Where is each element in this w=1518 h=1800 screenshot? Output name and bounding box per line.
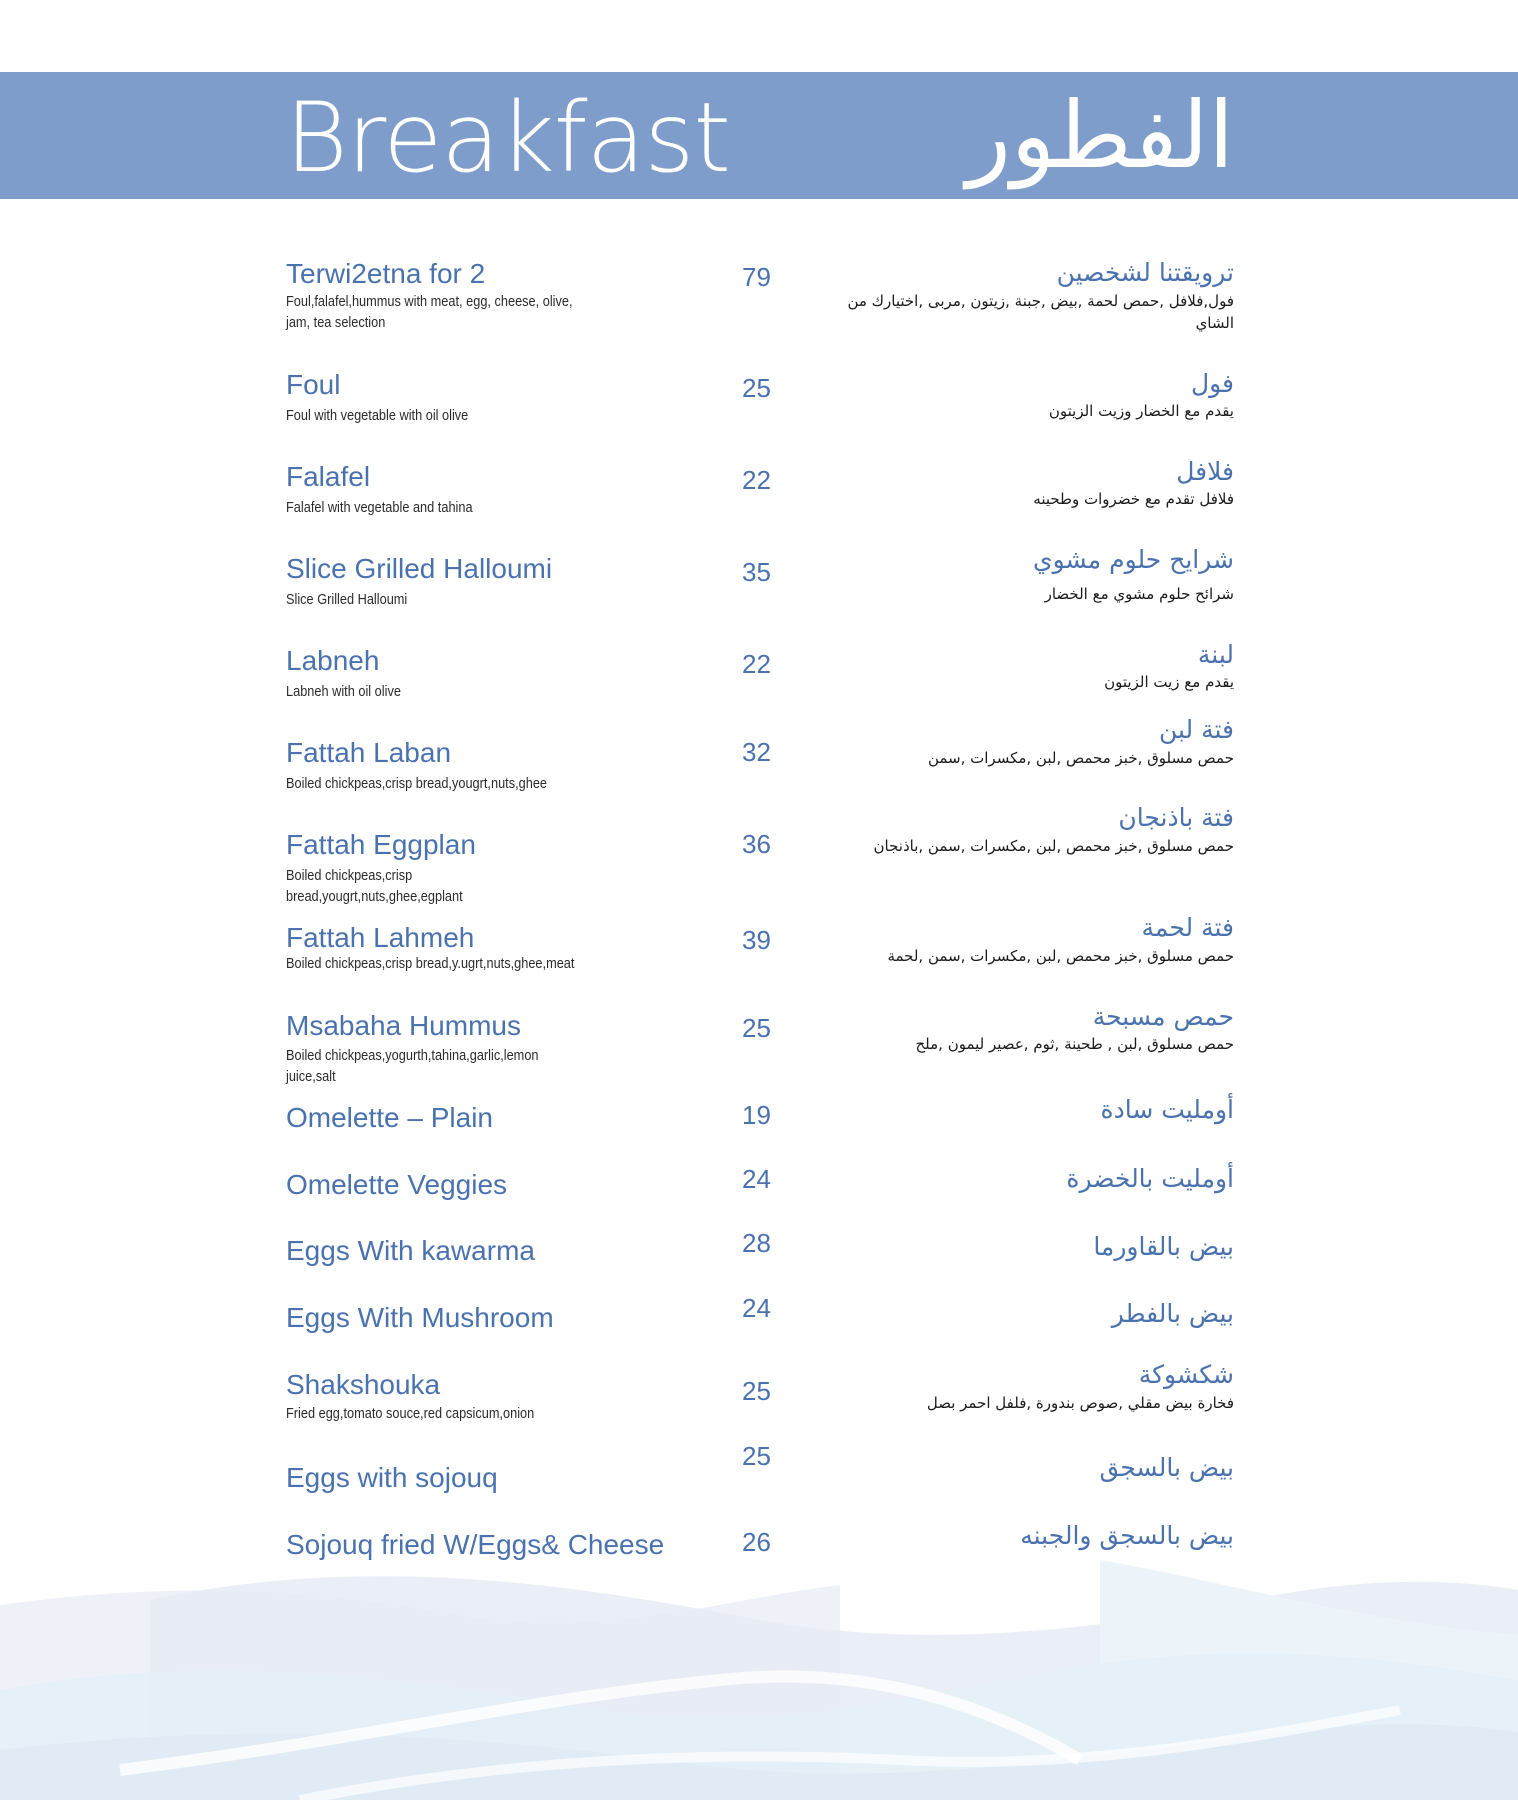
item-name-ar: فول bbox=[1190, 369, 1234, 398]
item-name-en: Fattah Laban bbox=[286, 737, 452, 768]
item-desc-en: Falafel with vegetable and tahina bbox=[286, 500, 473, 516]
header-banner bbox=[0, 72, 1518, 199]
item-price: 25 bbox=[742, 1376, 771, 1406]
item-desc-ar: شرائح حلوم مشوي مع الخضار bbox=[1044, 585, 1234, 603]
item-name-ar: بيض بالفطر bbox=[1111, 1299, 1234, 1328]
item-name-en: Foul bbox=[286, 369, 341, 400]
item-price: 25 bbox=[742, 373, 771, 403]
menu-title-english: Breakfast bbox=[285, 82, 730, 194]
item-price: 36 bbox=[742, 829, 771, 859]
item-name-ar: شكشوكة bbox=[1138, 1360, 1234, 1389]
item-name-en: Falafel bbox=[286, 461, 371, 492]
item-name-en: Omelette Veggies bbox=[286, 1169, 508, 1200]
item-name-ar: أومليت بالخضرة bbox=[1066, 1164, 1234, 1193]
item-desc-ar: يقدم مع زيت الزيتون bbox=[1104, 673, 1234, 691]
item-desc-ar: فخارة بيض مقلي ,صوص بندورة ,فلفل احمر بصل bbox=[926, 1394, 1234, 1412]
item-price: 25 bbox=[742, 1441, 771, 1471]
item-name-en: Eggs With kawarma bbox=[286, 1235, 535, 1266]
item-name-en: Terwi2etna for 2 bbox=[286, 258, 486, 289]
item-price: 25 bbox=[742, 1013, 771, 1043]
item-name-en: Msabaha Hummus bbox=[286, 1010, 521, 1041]
item-name-ar: فلافل bbox=[1176, 457, 1234, 486]
item-desc-en: Boiled chickpeas,crisp bread,yougrt,nuts,ghee,egplant bbox=[286, 868, 463, 905]
item-name-en: Shakshouka bbox=[286, 1369, 441, 1400]
menu-title-arabic: الفطور bbox=[966, 82, 1234, 189]
item-desc-ar: فلافل تقدم مع خضروات وطحينه bbox=[1033, 490, 1234, 508]
item-name-en: Eggs With Mushroom bbox=[286, 1302, 554, 1333]
wave-decoration bbox=[0, 1560, 1518, 1800]
item-desc-en: Boiled chickpeas,crisp bread,yougrt,nuts,ghee bbox=[286, 776, 548, 792]
item-name-ar: فتة لحمة bbox=[1141, 913, 1234, 942]
item-price: 24 bbox=[742, 1164, 771, 1194]
item-name-ar: شرايح حلوم مشوي bbox=[1033, 545, 1234, 574]
item-name-ar: فتة لبن bbox=[1158, 715, 1234, 744]
item-price: 28 bbox=[742, 1228, 771, 1258]
item-desc-en: Labneh with oil olive bbox=[286, 684, 401, 700]
item-desc-en: Foul with vegetable with oil olive bbox=[286, 408, 469, 424]
item-name-ar: بيض بالسجق bbox=[1099, 1453, 1234, 1482]
item-price: 79 bbox=[742, 262, 771, 292]
item-desc-en: Boiled chickpeas,yogurth,tahina,garlic,lemon juice,salt bbox=[286, 1048, 539, 1085]
item-price: 26 bbox=[742, 1527, 771, 1557]
item-price: 35 bbox=[742, 557, 771, 587]
item-name-en: Slice Grilled Halloumi bbox=[286, 553, 553, 584]
item-name-en: Fattah Lahmeh bbox=[286, 922, 475, 953]
item-name-en: Labneh bbox=[286, 645, 380, 676]
item-desc-ar: حمص مسلوق ,خبز محمص ,لبن ,مكسرات ,سمن bbox=[927, 749, 1234, 767]
item-name-ar: لبنة bbox=[1197, 640, 1234, 669]
item-name-ar: أومليت سادة bbox=[1100, 1095, 1234, 1124]
item-price: 19 bbox=[742, 1100, 771, 1130]
item-name-ar: حمص مسبحة bbox=[1092, 1002, 1234, 1031]
item-desc-en: Slice Grilled Halloumi bbox=[286, 592, 408, 608]
item-price: 32 bbox=[742, 737, 771, 767]
item-name-en: Omelette – Plain bbox=[286, 1102, 493, 1133]
item-desc-en: Boiled chickpeas,crisp bread,y.ugrt,nuts,ghee,meat bbox=[286, 956, 575, 972]
item-price: 24 bbox=[742, 1293, 771, 1323]
item-desc-ar: حمص مسلوق ,لبن , طحينة ,ثوم ,عصير ليمون ,ملح bbox=[915, 1035, 1234, 1053]
item-desc-ar: حمص مسلوق ,خبز محمص ,لبن ,مكسرات ,سمن ,لحمة bbox=[887, 947, 1234, 965]
item-desc-ar: حمص مسلوق ,خبز محمص ,لبن ,مكسرات ,سمن ,باذنجان bbox=[873, 837, 1234, 855]
item-name-en: Sojouq fried W/Eggs& Cheese bbox=[286, 1529, 665, 1560]
item-desc-ar: فول,فلافل ,حمص لحمة ,بيض ,جبنة ,زيتون ,مربى ,اختيارك من الشاي bbox=[847, 292, 1234, 332]
item-name-en: Eggs with sojouq bbox=[286, 1462, 498, 1493]
item-price: 22 bbox=[742, 649, 771, 679]
item-desc-en: Fried egg,tomato souce,red capsicum,onion bbox=[286, 1406, 535, 1422]
item-name-ar: ترويقتنا لشخصين bbox=[1056, 258, 1234, 287]
item-desc-en: Foul,falafel,hummus with meat, egg, cheese, olive, jam, tea selection bbox=[286, 294, 573, 331]
item-name-ar: فتة باذنجان bbox=[1118, 803, 1234, 832]
item-name-ar: بيض بالسجق والجبنه bbox=[1020, 1521, 1234, 1550]
item-desc-ar: يقدم مع الخضار وزيت الزيتون bbox=[1048, 402, 1234, 420]
item-name-en: Fattah Eggplan bbox=[286, 829, 476, 860]
item-price: 22 bbox=[742, 465, 771, 495]
item-name-ar: بيض بالقاورما bbox=[1093, 1232, 1234, 1261]
item-price: 39 bbox=[742, 925, 771, 955]
